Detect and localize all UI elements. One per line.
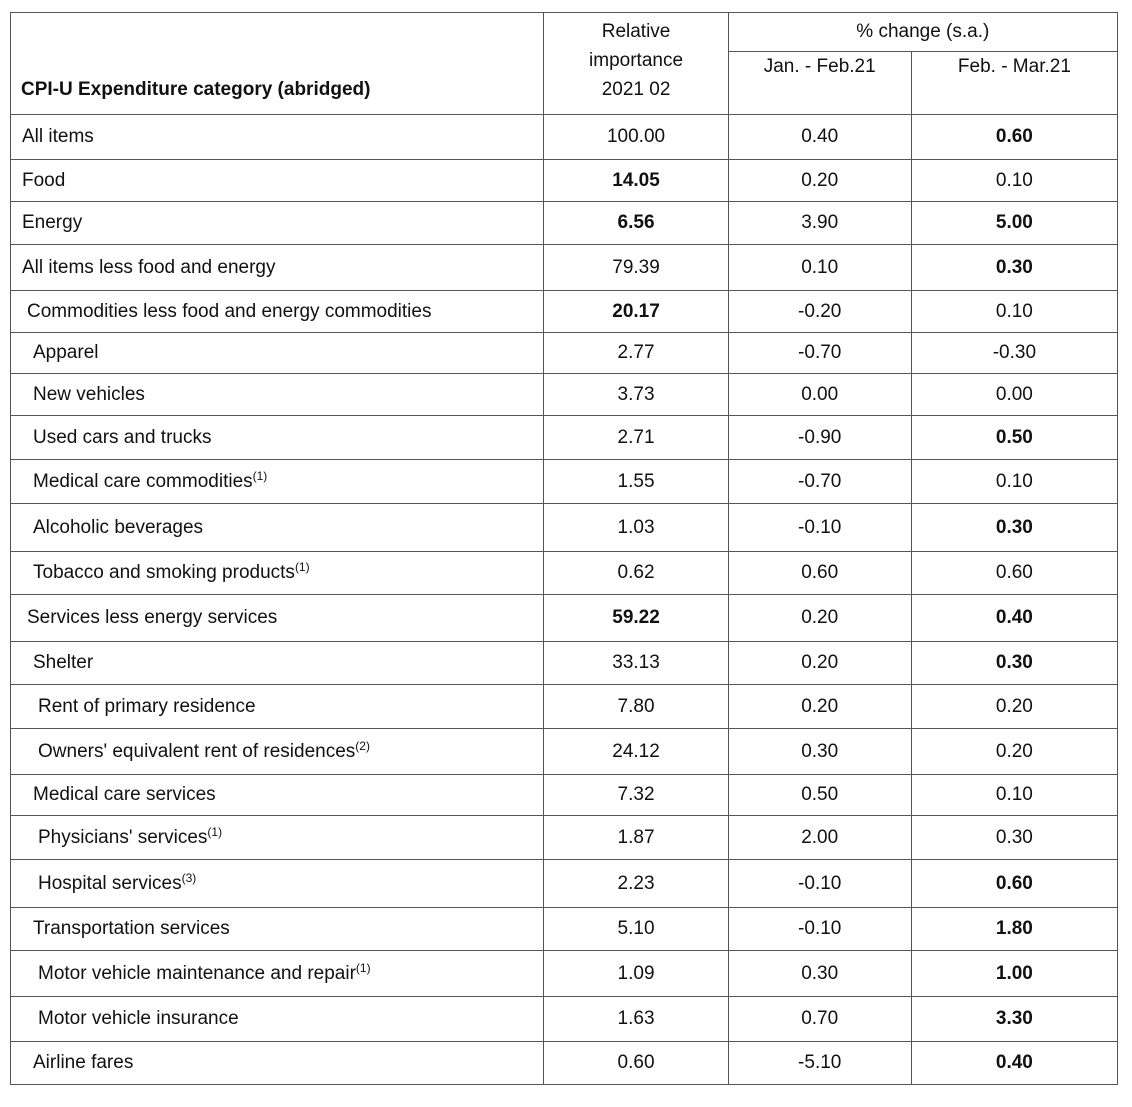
jan-feb-change-cell: -0.10 bbox=[728, 504, 911, 552]
feb-mar-change-cell: 5.00 bbox=[911, 202, 1117, 245]
table-header bbox=[11, 13, 1118, 115]
feb-mar-change-cell: 0.10 bbox=[911, 160, 1117, 202]
table-row bbox=[11, 951, 1118, 997]
jan-feb-change-cell: -0.70 bbox=[728, 333, 911, 374]
jan-feb-change-cell: 0.30 bbox=[728, 729, 911, 775]
category-label: Apparel bbox=[33, 342, 99, 363]
feb-mar-change-cell: 0.10 bbox=[911, 775, 1117, 816]
feb-mar-change-cell: 0.10 bbox=[911, 460, 1117, 504]
footnote-marker: (3) bbox=[181, 870, 197, 885]
table-row bbox=[11, 416, 1118, 460]
relative-importance-cell: 79.39 bbox=[544, 245, 728, 291]
feb-mar-change-cell: 0.30 bbox=[911, 245, 1117, 291]
footnote-marker: (2) bbox=[355, 738, 370, 753]
footnote-marker: (1) bbox=[294, 560, 310, 574]
feb-mar-change-cell: 0.30 bbox=[911, 504, 1117, 552]
category-cell bbox=[11, 860, 544, 908]
jan-feb-change-cell: 0.20 bbox=[728, 642, 911, 685]
jan-feb-change-cell: 0.00 bbox=[728, 374, 911, 416]
relative-importance-cell: 2.77 bbox=[544, 333, 728, 374]
jan-feb-change-cell: 3.90 bbox=[728, 202, 911, 245]
category-label: Medical care services bbox=[33, 784, 216, 805]
category-cell bbox=[11, 333, 544, 374]
relative-importance-header-line2: importance bbox=[589, 50, 684, 71]
feb-mar-change-cell: 0.00 bbox=[911, 374, 1117, 416]
table-row bbox=[11, 997, 1118, 1042]
relative-importance-cell: 5.10 bbox=[544, 908, 728, 951]
relative-importance-cell: 1.03 bbox=[544, 504, 728, 552]
jan-feb-change-cell: 0.30 bbox=[728, 951, 911, 997]
relative-importance-cell: 0.60 bbox=[544, 1042, 728, 1085]
category-cell bbox=[11, 642, 544, 685]
relative-importance-cell: 1.87 bbox=[544, 816, 728, 860]
feb-mar-change-cell: 0.30 bbox=[911, 642, 1117, 685]
category-label: Transportation services bbox=[33, 918, 230, 939]
relative-importance-cell: 59.22 bbox=[544, 595, 728, 642]
relative-importance-cell: 1.09 bbox=[544, 951, 728, 997]
table-row bbox=[11, 729, 1118, 775]
category-cell bbox=[11, 115, 544, 160]
category-label: Motor vehicle maintenance and repair bbox=[38, 962, 356, 984]
category-cell bbox=[11, 997, 544, 1042]
jan-feb-change-cell: 0.50 bbox=[728, 775, 911, 816]
cpi-table bbox=[10, 12, 1118, 1085]
category-label: All items bbox=[22, 126, 94, 147]
jan-feb-change-cell: 0.70 bbox=[728, 997, 911, 1042]
category-cell bbox=[11, 160, 544, 202]
table-row bbox=[11, 1042, 1118, 1085]
footnote-marker: (1) bbox=[252, 468, 268, 483]
jan-feb-change-cell: -5.10 bbox=[728, 1042, 911, 1085]
table-row bbox=[11, 860, 1118, 908]
table-row bbox=[11, 595, 1118, 642]
jan-feb-change-cell: 2.00 bbox=[728, 816, 911, 860]
table-row bbox=[11, 374, 1118, 416]
feb-mar-change-cell: 0.20 bbox=[911, 729, 1117, 775]
table-row bbox=[11, 816, 1118, 860]
table-row bbox=[11, 291, 1118, 333]
category-cell bbox=[11, 951, 544, 997]
category-label: Motor vehicle insurance bbox=[38, 1008, 239, 1029]
category-cell bbox=[11, 816, 544, 860]
table-row bbox=[11, 160, 1118, 202]
relative-importance-cell: 100.00 bbox=[544, 115, 728, 160]
feb-mar-header: Feb. - Mar.21 bbox=[911, 52, 1117, 115]
jan-feb-change-cell: -0.10 bbox=[728, 908, 911, 951]
relative-importance-cell: 20.17 bbox=[544, 291, 728, 333]
relative-importance-cell: 1.63 bbox=[544, 997, 728, 1042]
category-label: Food bbox=[22, 169, 66, 191]
relative-importance-cell: 0.62 bbox=[544, 552, 728, 595]
feb-mar-change-cell: 0.60 bbox=[911, 860, 1117, 908]
table-row bbox=[11, 504, 1118, 552]
category-cell bbox=[11, 685, 544, 729]
jan-feb-change-cell: 0.20 bbox=[728, 595, 911, 642]
category-label: Owners' equivalent rent of residences bbox=[38, 740, 356, 762]
table-body bbox=[11, 115, 1118, 1085]
category-label: Hospital services bbox=[38, 872, 182, 894]
feb-mar-change-cell: 0.60 bbox=[911, 115, 1117, 160]
table-row bbox=[11, 245, 1118, 291]
feb-mar-change-cell: 1.00 bbox=[911, 951, 1117, 997]
table-row bbox=[11, 552, 1118, 595]
jan-feb-change-cell: 0.60 bbox=[728, 552, 911, 595]
jan-feb-header: Jan. - Feb.21 bbox=[728, 52, 911, 115]
header-row-top bbox=[11, 13, 1118, 52]
feb-mar-change-cell: 0.50 bbox=[911, 416, 1117, 460]
table-row bbox=[11, 460, 1118, 504]
feb-mar-change-cell: 0.20 bbox=[911, 685, 1117, 729]
relative-importance-cell: 7.32 bbox=[544, 775, 728, 816]
feb-mar-change-cell: 0.10 bbox=[911, 291, 1117, 333]
table-row bbox=[11, 775, 1118, 816]
table-row bbox=[11, 115, 1118, 160]
category-label: All items less food and energy bbox=[22, 256, 276, 278]
table-row bbox=[11, 642, 1118, 685]
category-cell bbox=[11, 291, 544, 333]
category-label: New vehicles bbox=[33, 383, 145, 405]
footnote-marker: (1) bbox=[207, 824, 223, 839]
category-label: Commodities less food and energy commodities bbox=[27, 300, 432, 322]
jan-feb-change-cell: 0.20 bbox=[728, 685, 911, 729]
category-label: Tobacco and smoking products bbox=[33, 562, 295, 583]
category-cell bbox=[11, 908, 544, 951]
feb-mar-change-cell: 1.80 bbox=[911, 908, 1117, 951]
pct-change-header: % change (s.a.) bbox=[728, 13, 1117, 52]
category-label: Medical care commodities bbox=[33, 470, 253, 492]
relative-importance-header-line3: 2021 02 bbox=[601, 79, 671, 100]
category-cell bbox=[11, 202, 544, 245]
jan-feb-change-cell: 0.40 bbox=[728, 115, 911, 160]
category-column-header: CPI-U Expenditure category (abridged) bbox=[11, 13, 544, 115]
relative-importance-cell: 6.56 bbox=[544, 202, 728, 245]
category-cell bbox=[11, 416, 544, 460]
category-label: Rent of primary residence bbox=[38, 695, 256, 717]
relative-importance-header-line1: Relative bbox=[601, 21, 671, 42]
feb-mar-change-cell: 0.30 bbox=[911, 816, 1117, 860]
jan-feb-change-cell: -0.20 bbox=[728, 291, 911, 333]
table-row bbox=[11, 685, 1118, 729]
category-label: Alcoholic beverages bbox=[33, 516, 204, 538]
relative-importance-header bbox=[544, 13, 728, 115]
jan-feb-change-cell: -0.90 bbox=[728, 416, 911, 460]
category-label: Used cars and trucks bbox=[33, 426, 212, 448]
feb-mar-change-cell: 0.40 bbox=[911, 1042, 1117, 1085]
table-row bbox=[11, 202, 1118, 245]
category-cell bbox=[11, 460, 544, 504]
category-label: Physicians' services bbox=[38, 826, 208, 848]
category-label: Services less energy services bbox=[27, 607, 278, 628]
feb-mar-change-cell: 0.40 bbox=[911, 595, 1117, 642]
category-cell bbox=[11, 245, 544, 291]
category-cell bbox=[11, 775, 544, 816]
category-cell bbox=[11, 595, 544, 642]
category-cell bbox=[11, 374, 544, 416]
relative-importance-cell: 7.80 bbox=[544, 685, 728, 729]
jan-feb-change-cell: 0.10 bbox=[728, 245, 911, 291]
relative-importance-cell: 2.71 bbox=[544, 416, 728, 460]
table-row bbox=[11, 333, 1118, 374]
jan-feb-change-cell: 0.20 bbox=[728, 160, 911, 202]
jan-feb-change-cell: -0.10 bbox=[728, 860, 911, 908]
category-cell bbox=[11, 552, 544, 595]
category-label: Shelter bbox=[33, 652, 94, 673]
relative-importance-cell: 24.12 bbox=[544, 729, 728, 775]
category-cell bbox=[11, 504, 544, 552]
category-label: Energy bbox=[22, 212, 83, 233]
relative-importance-cell: 2.23 bbox=[544, 860, 728, 908]
relative-importance-cell: 3.73 bbox=[544, 374, 728, 416]
table-row bbox=[11, 908, 1118, 951]
category-label: Airline fares bbox=[33, 1052, 134, 1073]
relative-importance-cell: 33.13 bbox=[544, 642, 728, 685]
feb-mar-change-cell: 3.30 bbox=[911, 997, 1117, 1042]
relative-importance-cell: 14.05 bbox=[544, 160, 728, 202]
footnote-marker: (1) bbox=[355, 960, 371, 975]
feb-mar-change-cell: -0.30 bbox=[911, 333, 1117, 374]
category-cell bbox=[11, 1042, 544, 1085]
feb-mar-change-cell: 0.60 bbox=[911, 552, 1117, 595]
jan-feb-change-cell: -0.70 bbox=[728, 460, 911, 504]
category-cell bbox=[11, 729, 544, 775]
relative-importance-cell: 1.55 bbox=[544, 460, 728, 504]
